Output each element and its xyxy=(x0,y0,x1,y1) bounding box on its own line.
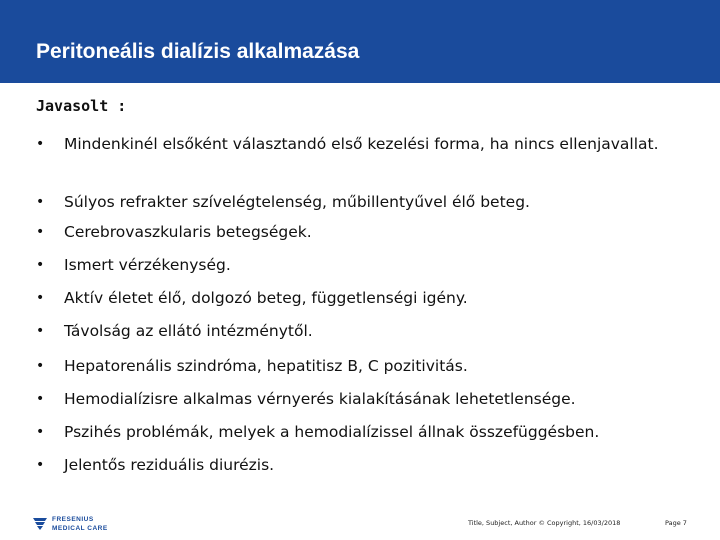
bullet-icon: • xyxy=(36,457,45,473)
bullet-icon: • xyxy=(36,424,45,440)
bullet-text: Hemodialízisre alkalmas vérnyerés kialakításának lehetetlensége. xyxy=(64,390,576,408)
bullet-text: Távolság az ellátó intézménytől. xyxy=(64,322,313,340)
bullet-text: Aktív életet élő, dolgozó beteg, függetlenségi igény. xyxy=(64,289,468,307)
page-number: Page 7 xyxy=(665,519,687,527)
bullet-icon: • xyxy=(36,358,45,374)
bullet-text: Jelentős reziduális diurézis. xyxy=(64,456,275,474)
bullet-icon: • xyxy=(36,290,45,306)
subheading: Javasolt : xyxy=(36,97,127,115)
bullet-icon: • xyxy=(36,224,45,240)
logo-text: FRESENIUS xyxy=(52,516,94,523)
company-logo xyxy=(32,513,152,535)
title-bar xyxy=(0,0,720,83)
bullet-text: Ismert vérzékenység. xyxy=(64,256,231,274)
bullet-icon: • xyxy=(36,391,45,407)
bullet-icon: • xyxy=(36,257,45,273)
bullet-text: Súlyos refrakter szívelégtelenség, műbillentyűvel élő beteg. xyxy=(64,193,530,211)
bullet-icon: • xyxy=(36,136,45,152)
page-title: Peritoneális dialízis alkalmazása xyxy=(36,40,360,63)
footer-info: Title, Subject, Author © Copyright, 16/03/2018 xyxy=(468,519,621,527)
bullet-text: Mindenkinél elsőként választandó első kezelési forma, ha nincs ellenjavallat. xyxy=(64,135,659,153)
bullet-icon: • xyxy=(36,194,45,210)
bullet-text: Hepatorenális szindróma, hepatitisz B, C pozitivitás. xyxy=(64,357,468,375)
fresenius-logo-icon xyxy=(32,515,48,531)
bullet-text: Cerebrovaszkularis betegségek. xyxy=(64,223,312,241)
logo-subtext: MEDICAL CARE xyxy=(52,525,108,532)
bullet-icon: • xyxy=(36,323,45,339)
bullet-text: Pszihés problémák, melyek a hemodialízissel állnak összefüggésben. xyxy=(64,423,600,441)
